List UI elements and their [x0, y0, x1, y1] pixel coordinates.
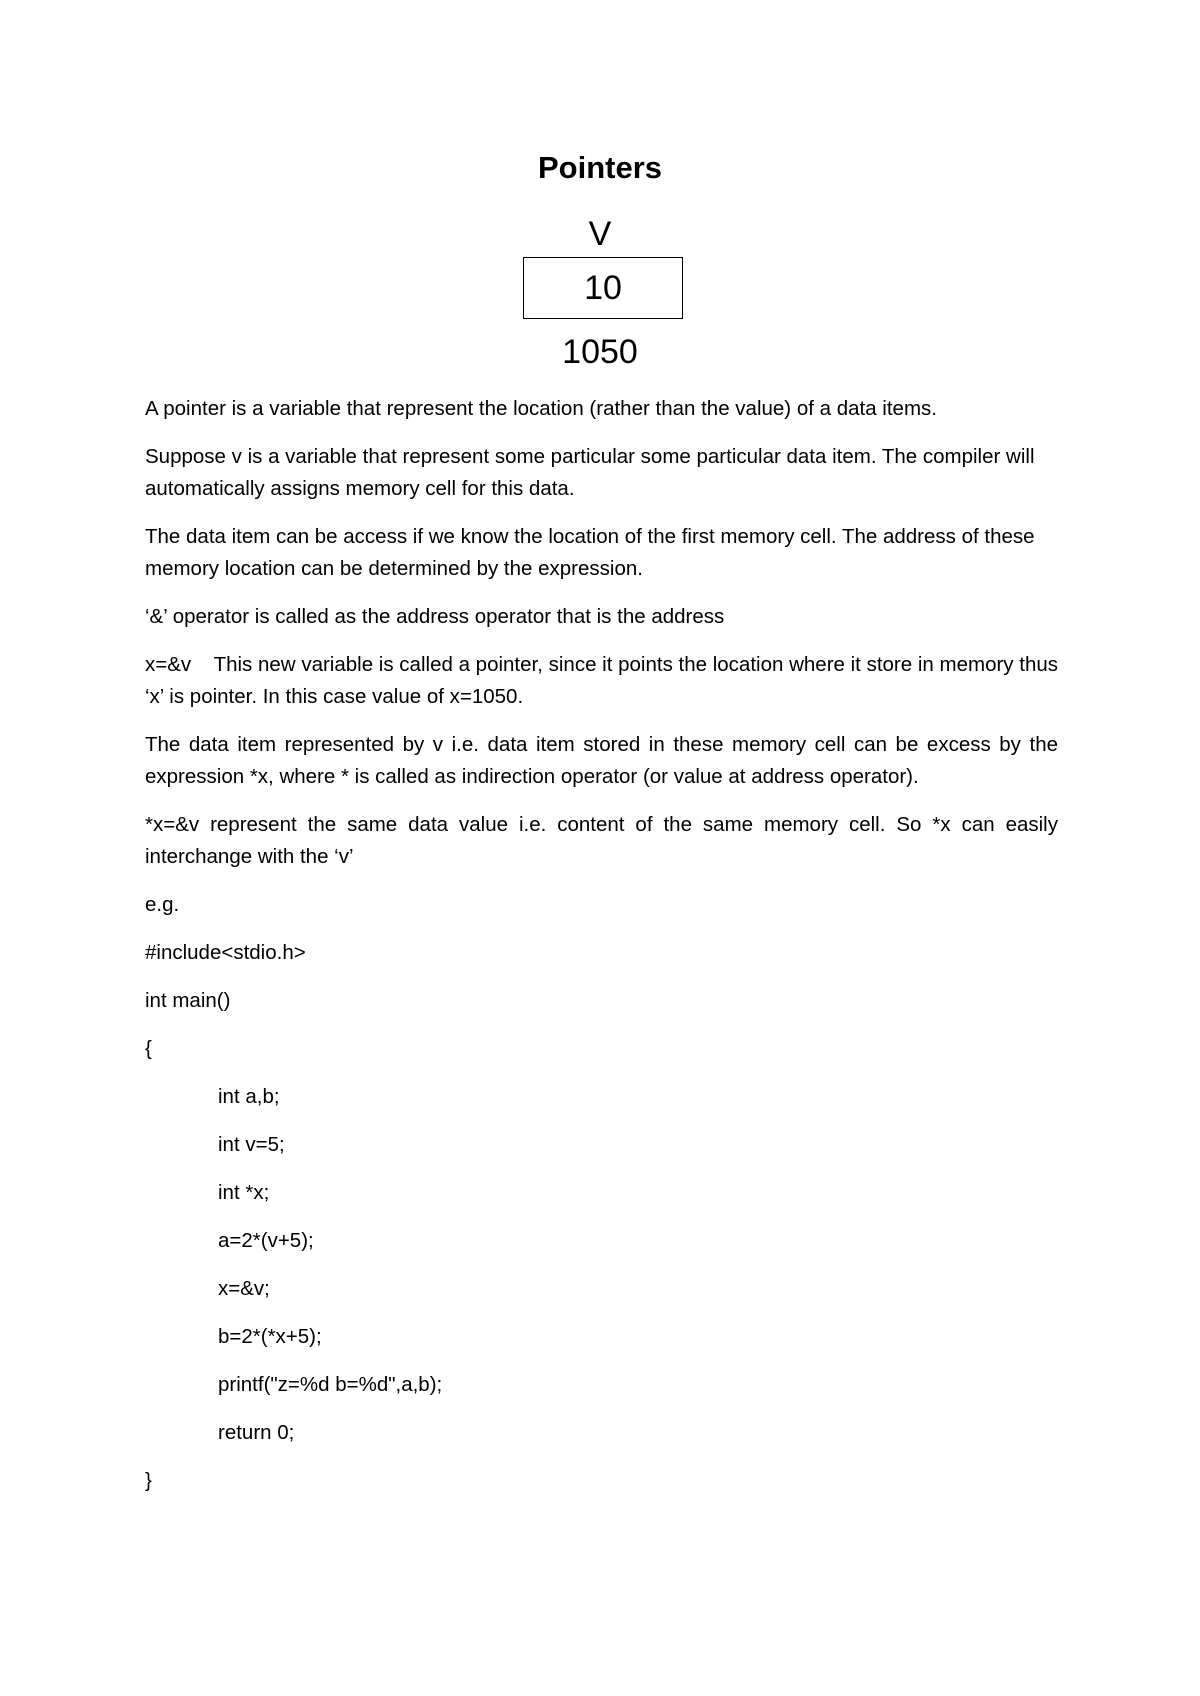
memory-cell-diagram: [0, 210, 1200, 370]
code-include: #include<stdio.h>: [145, 941, 306, 964]
paragraph-definition: A pointer is a variable that represent the location (rather than the value) of a data items.: [145, 397, 937, 420]
diagram-memory-cell: [523, 257, 683, 319]
code-main-signature: int main(): [145, 989, 231, 1012]
document-body: [145, 393, 1064, 1513]
code-line: printf("z=%d b=%d",a,b);: [218, 1373, 443, 1396]
page-title: Pointers: [537, 150, 663, 185]
paragraph-address-operator: ‘&’ operator is called as the address operator that is the address: [145, 605, 725, 628]
code-line: int *x;: [218, 1181, 270, 1204]
paragraph-access: The data item can be access if we know the location of the first memory cell. The address of these memory location can be determined by the expression.: [145, 525, 1035, 580]
code-close-brace: }: [145, 1469, 152, 1492]
code-line: x=&v;: [218, 1277, 270, 1300]
code-line: int a,b;: [218, 1085, 280, 1108]
code-open-brace: {: [145, 1037, 152, 1060]
code-line: return 0;: [218, 1421, 295, 1444]
code-line: a=2*(v+5);: [218, 1229, 314, 1252]
paragraph-pointer-example: x=&v This new variable is called a pointer, since it points the location where it store in memory thus ‘x’ is pointer. In this case value of x=1050.: [145, 653, 1064, 708]
code-line: int v=5;: [218, 1133, 285, 1156]
code-line: b=2*(*x+5);: [218, 1325, 322, 1348]
code-block: [145, 937, 1058, 1497]
paragraph-interchange: *x=&v represent the same data value i.e. content of the same memory cell. So *x can easily interchange with the ‘v’: [145, 813, 1058, 868]
diagram-address-label: 1050: [562, 333, 638, 371]
paragraph-suppose: Suppose v is a variable that represent some particular some particular data item. The compiler will automatically assigns memory cell for this data.: [145, 445, 1035, 500]
paragraph-indirection: The data item represented by v i.e. data item stored in these memory cell can be excess by the expression *x, where * is called as indirection operator (or value at address operator).: [145, 733, 1058, 788]
diagram-cell-value: 10: [584, 268, 622, 307]
diagram-variable-label: V: [588, 215, 612, 253]
paragraph-example-label: e.g.: [145, 893, 180, 916]
